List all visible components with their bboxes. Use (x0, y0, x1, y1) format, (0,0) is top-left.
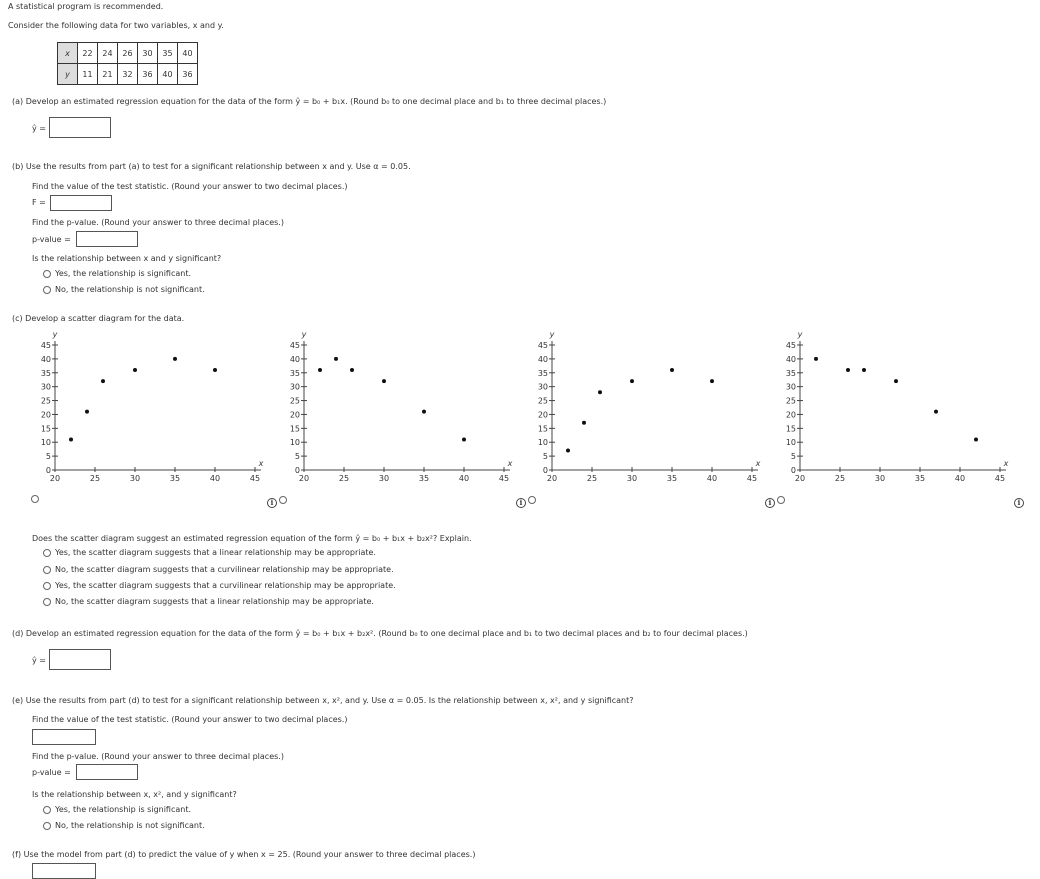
y-tick-label: 35 (40, 368, 51, 378)
x-tick-label: 45 (746, 474, 758, 483)
part-b-stat-input[interactable] (50, 195, 112, 211)
y-tick-label: 35 (289, 368, 300, 378)
y-tick-label: 40 (785, 354, 796, 364)
part-c-question: (c) Develop a scatter diagram for the data. (12, 314, 185, 323)
part-a-yhat-label: ŷ = (32, 124, 46, 133)
x-tick-label: 35 (914, 474, 926, 483)
part-b-radio-yes[interactable] (43, 270, 51, 278)
data-point (894, 379, 898, 383)
y-tick-label: 30 (537, 382, 548, 392)
part-c-radio-1[interactable] (43, 549, 51, 557)
x-tick-label: 30 (874, 474, 886, 483)
part-c-radio-3[interactable] (43, 582, 51, 590)
x-tick-label: 35 (169, 474, 181, 483)
table-cell: 11 (78, 64, 98, 85)
table-cell: 35 (158, 43, 178, 64)
info-icon[interactable]: i (516, 498, 526, 508)
table-cell: 21 (98, 64, 118, 85)
x-tick-label: 45 (498, 474, 510, 483)
part-e-opt-no: No, the relationship is not significant. (55, 821, 205, 830)
part-c-radio-2[interactable] (43, 566, 51, 574)
data-point (213, 368, 217, 372)
y-tick-label: 20 (785, 410, 796, 420)
y-tick-label: 35 (785, 368, 796, 378)
table-cell: 26 (118, 43, 138, 64)
y-tick-label: 25 (537, 396, 548, 406)
table-cell: 36 (138, 64, 158, 85)
data-point (974, 437, 978, 441)
info-icon[interactable]: i (1014, 498, 1024, 508)
scatter-plot-2 (277, 330, 517, 490)
table-cell: 40 (158, 64, 178, 85)
y-axis-label: y (52, 330, 58, 339)
part-a-yhat-input[interactable] (49, 117, 111, 138)
x-tick-label: 20 (546, 474, 558, 483)
part-b-opt-no: No, the relationship is not significant. (55, 285, 205, 294)
data-point (101, 379, 105, 383)
x-axis-label: x (507, 459, 513, 468)
x-tick-label: 40 (458, 474, 470, 483)
y-tick-label: 25 (785, 396, 796, 406)
part-b-p-prompt: Find the p-value. (Round your answer to three decimal places.) (32, 218, 284, 227)
data-point (630, 379, 634, 383)
x-axis-label: x (1003, 459, 1009, 468)
info-icon[interactable]: i (267, 498, 277, 508)
y-axis-label: y (549, 330, 555, 339)
y-tick-label: 45 (785, 341, 796, 350)
part-b-stat-label: F = (32, 198, 46, 207)
part-b-stat-prompt: Find the value of the test statistic. (Round your answer to two decimal places.) (32, 182, 348, 191)
y-tick-label: 5 (790, 452, 796, 462)
y-tick-label: 40 (40, 354, 51, 364)
y-tick-label: 10 (785, 438, 796, 448)
x-tick-label: 25 (338, 474, 350, 483)
part-e-p-prompt: Find the p-value. (Round your answer to three decimal places.) (32, 752, 284, 761)
x-tick-label: 40 (954, 474, 966, 483)
y-tick-label: 40 (289, 354, 300, 364)
part-e-radio-no[interactable] (43, 822, 51, 830)
y-tick-label: 10 (537, 438, 548, 448)
data-point (670, 368, 674, 372)
x-tick-label: 40 (209, 474, 221, 483)
y-tick-label: 45 (537, 341, 548, 350)
x-tick-label: 20 (298, 474, 310, 483)
y-tick-label: 10 (40, 438, 51, 448)
x-tick-label: 45 (249, 474, 261, 483)
table-cell: 30 (138, 43, 158, 64)
table-header-x: x (58, 43, 78, 64)
y-tick-label: 35 (537, 368, 548, 378)
data-point (334, 357, 338, 361)
info-icon[interactable]: i (765, 498, 775, 508)
part-c-opt-1: Yes, the scatter diagram suggests that a linear relationship may be appropriate. (55, 548, 376, 557)
part-b-p-input[interactable] (76, 231, 138, 247)
part-c-opt-4: No, the scatter diagram suggests that a linear relationship may be appropriate. (55, 597, 374, 606)
intro-recommend: A statistical program is recommended. (8, 2, 164, 11)
data-point (173, 357, 177, 361)
part-e-p-label: p-value = (32, 768, 71, 777)
data-point (382, 379, 386, 383)
data-point (814, 357, 818, 361)
scatter-plot-3 (525, 330, 765, 490)
data-point (566, 449, 570, 453)
part-f-question: (f) Use the model from part (d) to predict the value of y when x = 25. (Round your answer to three decimal places.) (12, 850, 476, 859)
table-row-y (58, 64, 198, 85)
data-point (862, 368, 866, 372)
part-c-opt-2: No, the scatter diagram suggests that a curvilinear relationship may be appropriate. (55, 565, 394, 574)
y-tick-label: 20 (40, 410, 51, 420)
part-c-radio-4[interactable] (43, 598, 51, 606)
part-c-scatter-question: Does the scatter diagram suggest an estimated regression equation of the form ŷ = b₀ + b₁x + b₂x²? Explain. (32, 534, 472, 543)
part-e-sig-question: Is the relationship between x, x², and y significant? (32, 790, 237, 799)
data-point (350, 368, 354, 372)
scatter-plot-1 (28, 330, 268, 490)
table-cell: 36 (178, 64, 198, 85)
scatter-plot-4-select[interactable] (777, 496, 785, 504)
part-d-yhat-input[interactable] (49, 649, 111, 670)
scatter-plot-3-select[interactable] (528, 496, 536, 504)
part-d-yhat-label: ŷ = (32, 656, 46, 665)
x-tick-label: 35 (666, 474, 678, 483)
x-tick-label: 30 (129, 474, 141, 483)
part-b-p-label: p-value = (32, 235, 71, 244)
y-tick-label: 0 (542, 466, 548, 475)
data-point (582, 421, 586, 425)
y-tick-label: 45 (289, 341, 300, 350)
intro-consider: Consider the following data for two variables, x and y. (8, 21, 224, 30)
part-e-opt-yes: Yes, the relationship is significant. (55, 805, 192, 814)
part-c-opt-3: Yes, the scatter diagram suggests that a curvilinear relationship may be appropriate. (55, 581, 396, 590)
x-tick-label: 20 (794, 474, 806, 483)
y-axis-label: y (797, 330, 803, 339)
x-tick-label: 25 (586, 474, 598, 483)
y-tick-label: 5 (294, 452, 300, 462)
part-e-stat-prompt: Find the value of the test statistic. (Round your answer to two decimal places.) (32, 715, 348, 724)
y-tick-label: 40 (537, 354, 548, 364)
y-tick-label: 20 (289, 410, 300, 420)
y-tick-label: 0 (294, 466, 300, 475)
data-point (598, 390, 602, 394)
table-cell: 32 (118, 64, 138, 85)
part-e-question: (e) Use the results from part (d) to test for a significant relationship between x, x², and y. Use α = 0.05. Is the relationship between x, x², and y significant? (12, 696, 634, 705)
part-e-stat-input[interactable] (32, 729, 96, 745)
x-axis-label: x (258, 459, 264, 468)
table-row-x (58, 43, 198, 64)
y-tick-label: 15 (40, 424, 51, 434)
data-point (422, 410, 426, 414)
table-cell: 24 (98, 43, 118, 64)
data-point (934, 410, 938, 414)
x-tick-label: 20 (49, 474, 61, 483)
x-tick-label: 25 (89, 474, 101, 483)
data-point (133, 368, 137, 372)
x-tick-label: 40 (706, 474, 718, 483)
part-b-radio-no[interactable] (43, 286, 51, 294)
part-b-sig-question: Is the relationship between x and y significant? (32, 254, 222, 263)
part-d-question: (d) Develop an estimated regression equation for the data of the form ŷ = b₀ + b₁x + b₂x². (Round b₀ to one decimal place and b₁ to two decimal places and b₂ to four decimal places.) (12, 629, 748, 638)
x-tick-label: 35 (418, 474, 430, 483)
data-point (85, 410, 89, 414)
x-tick-label: 45 (994, 474, 1006, 483)
y-tick-label: 15 (289, 424, 300, 434)
data-point (462, 437, 466, 441)
part-b-opt-yes: Yes, the relationship is significant. (55, 269, 192, 278)
y-tick-label: 25 (289, 396, 300, 406)
part-b-question: (b) Use the results from part (a) to test for a significant relationship between x and y. Use α = 0.05. (12, 162, 411, 171)
y-tick-label: 10 (289, 438, 300, 448)
table-cell: 22 (78, 43, 98, 64)
part-e-radio-yes[interactable] (43, 806, 51, 814)
table-cell: 40 (178, 43, 198, 64)
y-tick-label: 20 (537, 410, 548, 420)
y-tick-label: 25 (40, 396, 51, 406)
scatter-plot-1-select[interactable] (31, 495, 39, 503)
part-f-input[interactable] (32, 863, 96, 879)
y-tick-label: 15 (785, 424, 796, 434)
scatter-plot-4 (773, 330, 1013, 490)
table-header-y: y (58, 64, 78, 85)
y-tick-label: 0 (790, 466, 796, 475)
y-axis-label: y (301, 330, 307, 339)
x-tick-label: 30 (626, 474, 638, 483)
part-e-p-input[interactable] (76, 764, 138, 780)
part-a-question: (a) Develop an estimated regression equation for the data of the form ŷ = b₀ + b₁x. (Round b₀ to one decimal place and b₁ to three decimal places.) (12, 97, 607, 106)
scatter-plot-2-select[interactable] (279, 496, 287, 504)
y-tick-label: 0 (45, 466, 51, 475)
y-tick-label: 30 (289, 382, 300, 392)
data-point (69, 437, 73, 441)
x-axis-label: x (755, 459, 761, 468)
x-tick-label: 25 (834, 474, 846, 483)
data-table (57, 42, 198, 85)
data-point (318, 368, 322, 372)
x-tick-label: 30 (378, 474, 390, 483)
y-tick-label: 30 (785, 382, 796, 392)
y-tick-label: 15 (537, 424, 548, 434)
data-point (846, 368, 850, 372)
y-tick-label: 5 (542, 452, 548, 462)
y-tick-label: 5 (45, 452, 51, 462)
data-point (710, 379, 714, 383)
y-tick-label: 30 (40, 382, 51, 392)
y-tick-label: 45 (40, 341, 51, 350)
